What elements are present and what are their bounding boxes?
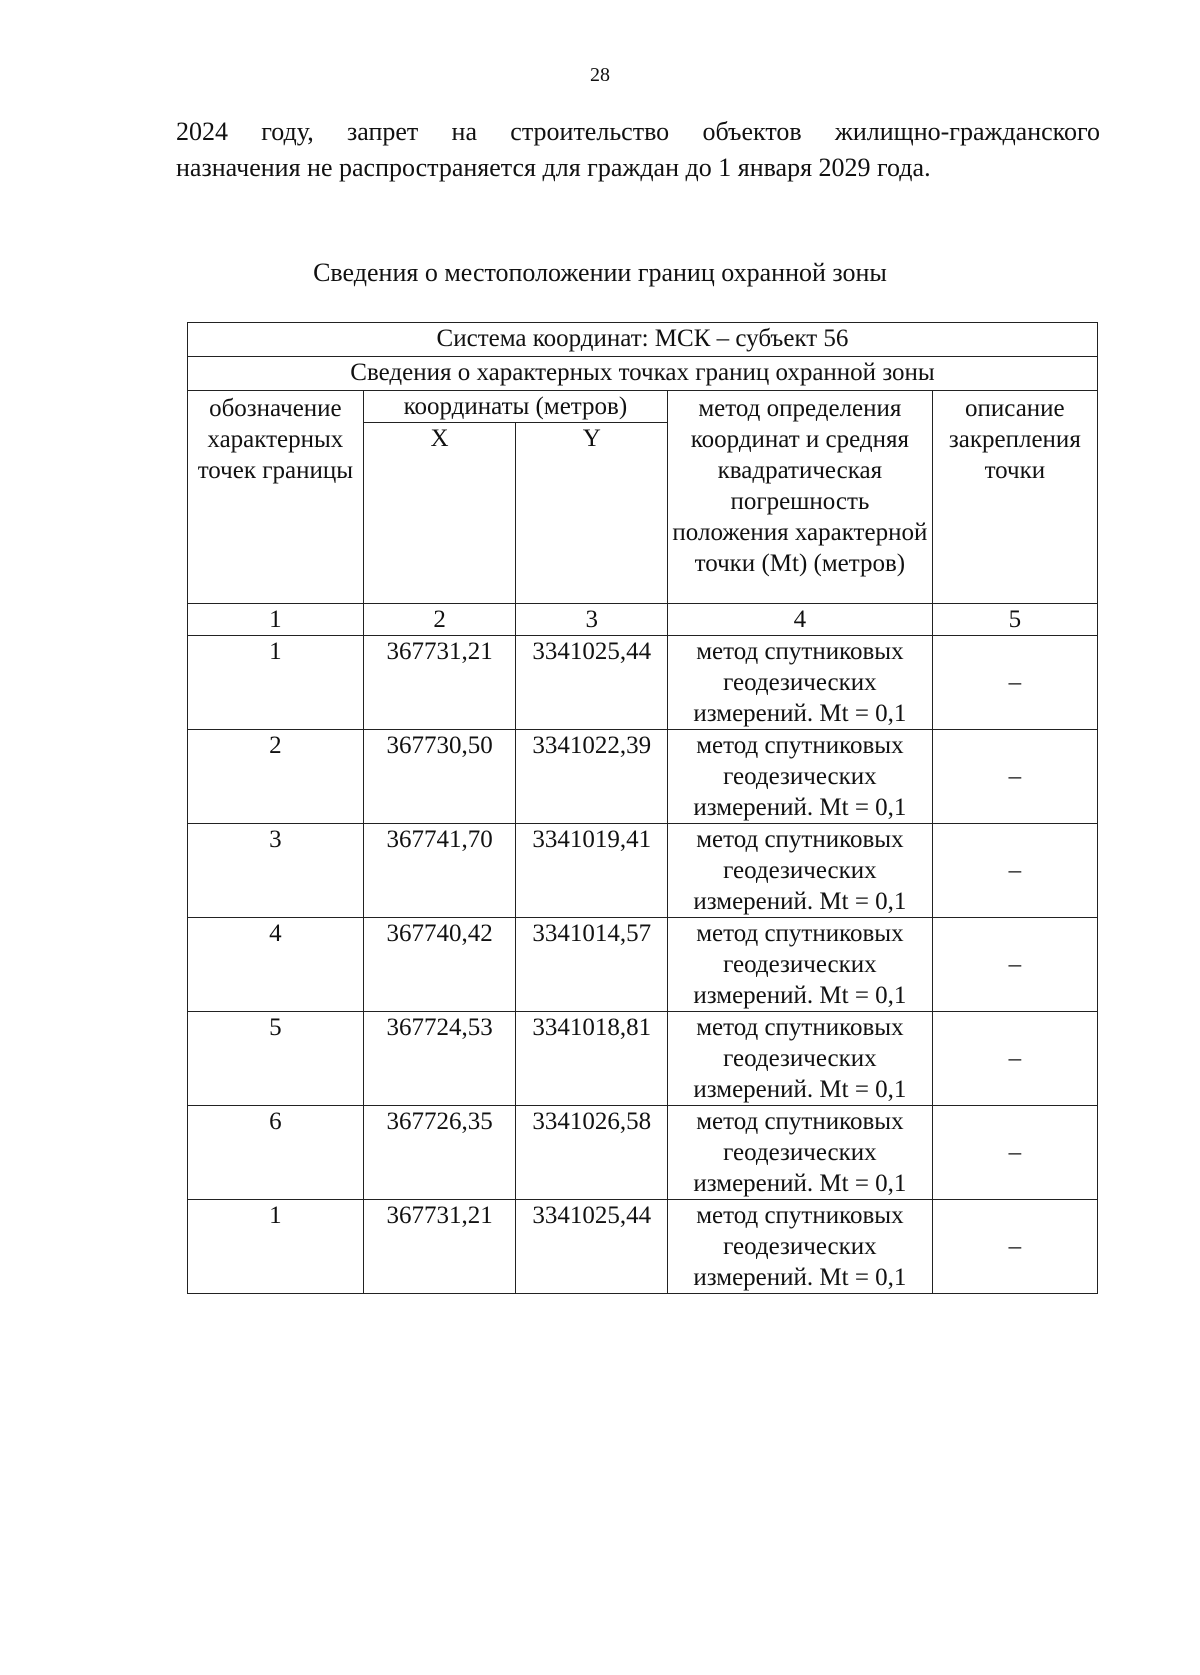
header-coordinates: координаты (метров) — [363, 391, 667, 423]
cell-y: 3341019,41 — [516, 824, 668, 918]
cell-x: 367741,70 — [363, 824, 516, 918]
cell-y: 3341022,39 — [516, 730, 668, 824]
cell-x: 367724,53 — [363, 1012, 516, 1106]
column-number: 1 — [188, 604, 364, 636]
table-row — [188, 730, 1098, 824]
cell-point: 1 — [188, 636, 364, 730]
cell-method: метод спутниковых геодезических измерений. Mt = 0,1 — [668, 636, 933, 730]
cell-y: 3341025,44 — [516, 636, 668, 730]
boundary-points-table — [187, 322, 1098, 1294]
cell-x: 367726,35 — [363, 1106, 516, 1200]
cell-point: 4 — [188, 918, 364, 1012]
cell-description: – — [932, 730, 1097, 824]
column-number: 2 — [363, 604, 516, 636]
cell-description: – — [932, 918, 1097, 1012]
cell-point: 6 — [188, 1106, 364, 1200]
column-number: 5 — [932, 604, 1097, 636]
cell-method: метод спутниковых геодезических измерений. Mt = 0,1 — [668, 730, 933, 824]
table-subtitle-header: Сведения о характерных точках границ охранной зоны — [188, 357, 1098, 391]
column-number: 3 — [516, 604, 668, 636]
cell-description: – — [932, 824, 1097, 918]
intro-line-2: назначения не распространяется для граждан до 1 января 2029 года. — [176, 153, 931, 182]
cell-description: – — [932, 1012, 1097, 1106]
header-description: описание закрепления точки — [932, 391, 1097, 604]
table-row — [188, 1012, 1098, 1106]
header-point-designation: обозначение характерных точек границы — [188, 391, 364, 604]
header-x: X — [363, 423, 516, 604]
coord-system-header: Система координат: МСК – субъект 56 — [188, 323, 1098, 357]
cell-y: 3341014,57 — [516, 918, 668, 1012]
header-y: Y — [516, 423, 668, 604]
cell-y: 3341018,81 — [516, 1012, 668, 1106]
page-number: 28 — [590, 64, 610, 86]
table-row — [188, 918, 1098, 1012]
cell-description: – — [932, 1200, 1097, 1294]
cell-point: 2 — [188, 730, 364, 824]
cell-x: 367730,50 — [363, 730, 516, 824]
cell-method: метод спутниковых геодезических измерений. Mt = 0,1 — [668, 1200, 933, 1294]
section-title: Сведения о местоположении границ охранной зоны — [313, 258, 887, 287]
cell-point: 1 — [188, 1200, 364, 1294]
cell-method: метод спутниковых геодезических измерений. Mt = 0,1 — [668, 1012, 933, 1106]
cell-x: 367731,21 — [363, 1200, 516, 1294]
table-row — [188, 636, 1098, 730]
cell-y: 3341026,58 — [516, 1106, 668, 1200]
cell-x: 367731,21 — [363, 636, 516, 730]
intro-line-1: 2024 году, запрет на строительство объектов жилищно-гражданского — [176, 117, 1100, 146]
cell-method: метод спутниковых геодезических измерений. Mt = 0,1 — [668, 918, 933, 1012]
cell-x: 367740,42 — [363, 918, 516, 1012]
cell-method: метод спутниковых геодезических измерений. Mt = 0,1 — [668, 824, 933, 918]
table-row — [188, 824, 1098, 918]
header-method: метод определения координат и средняя квадратическая погрешность положения характерной точки (Mt) (метров) — [668, 391, 933, 604]
intro-paragraph — [176, 114, 1100, 186]
cell-point: 3 — [188, 824, 364, 918]
cell-description: – — [932, 636, 1097, 730]
column-number: 4 — [668, 604, 933, 636]
table-row — [188, 1200, 1098, 1294]
cell-method: метод спутниковых геодезических измерений. Mt = 0,1 — [668, 1106, 933, 1200]
cell-description: – — [932, 1106, 1097, 1200]
cell-y: 3341025,44 — [516, 1200, 668, 1294]
cell-point: 5 — [188, 1012, 364, 1106]
table-row — [188, 1106, 1098, 1200]
